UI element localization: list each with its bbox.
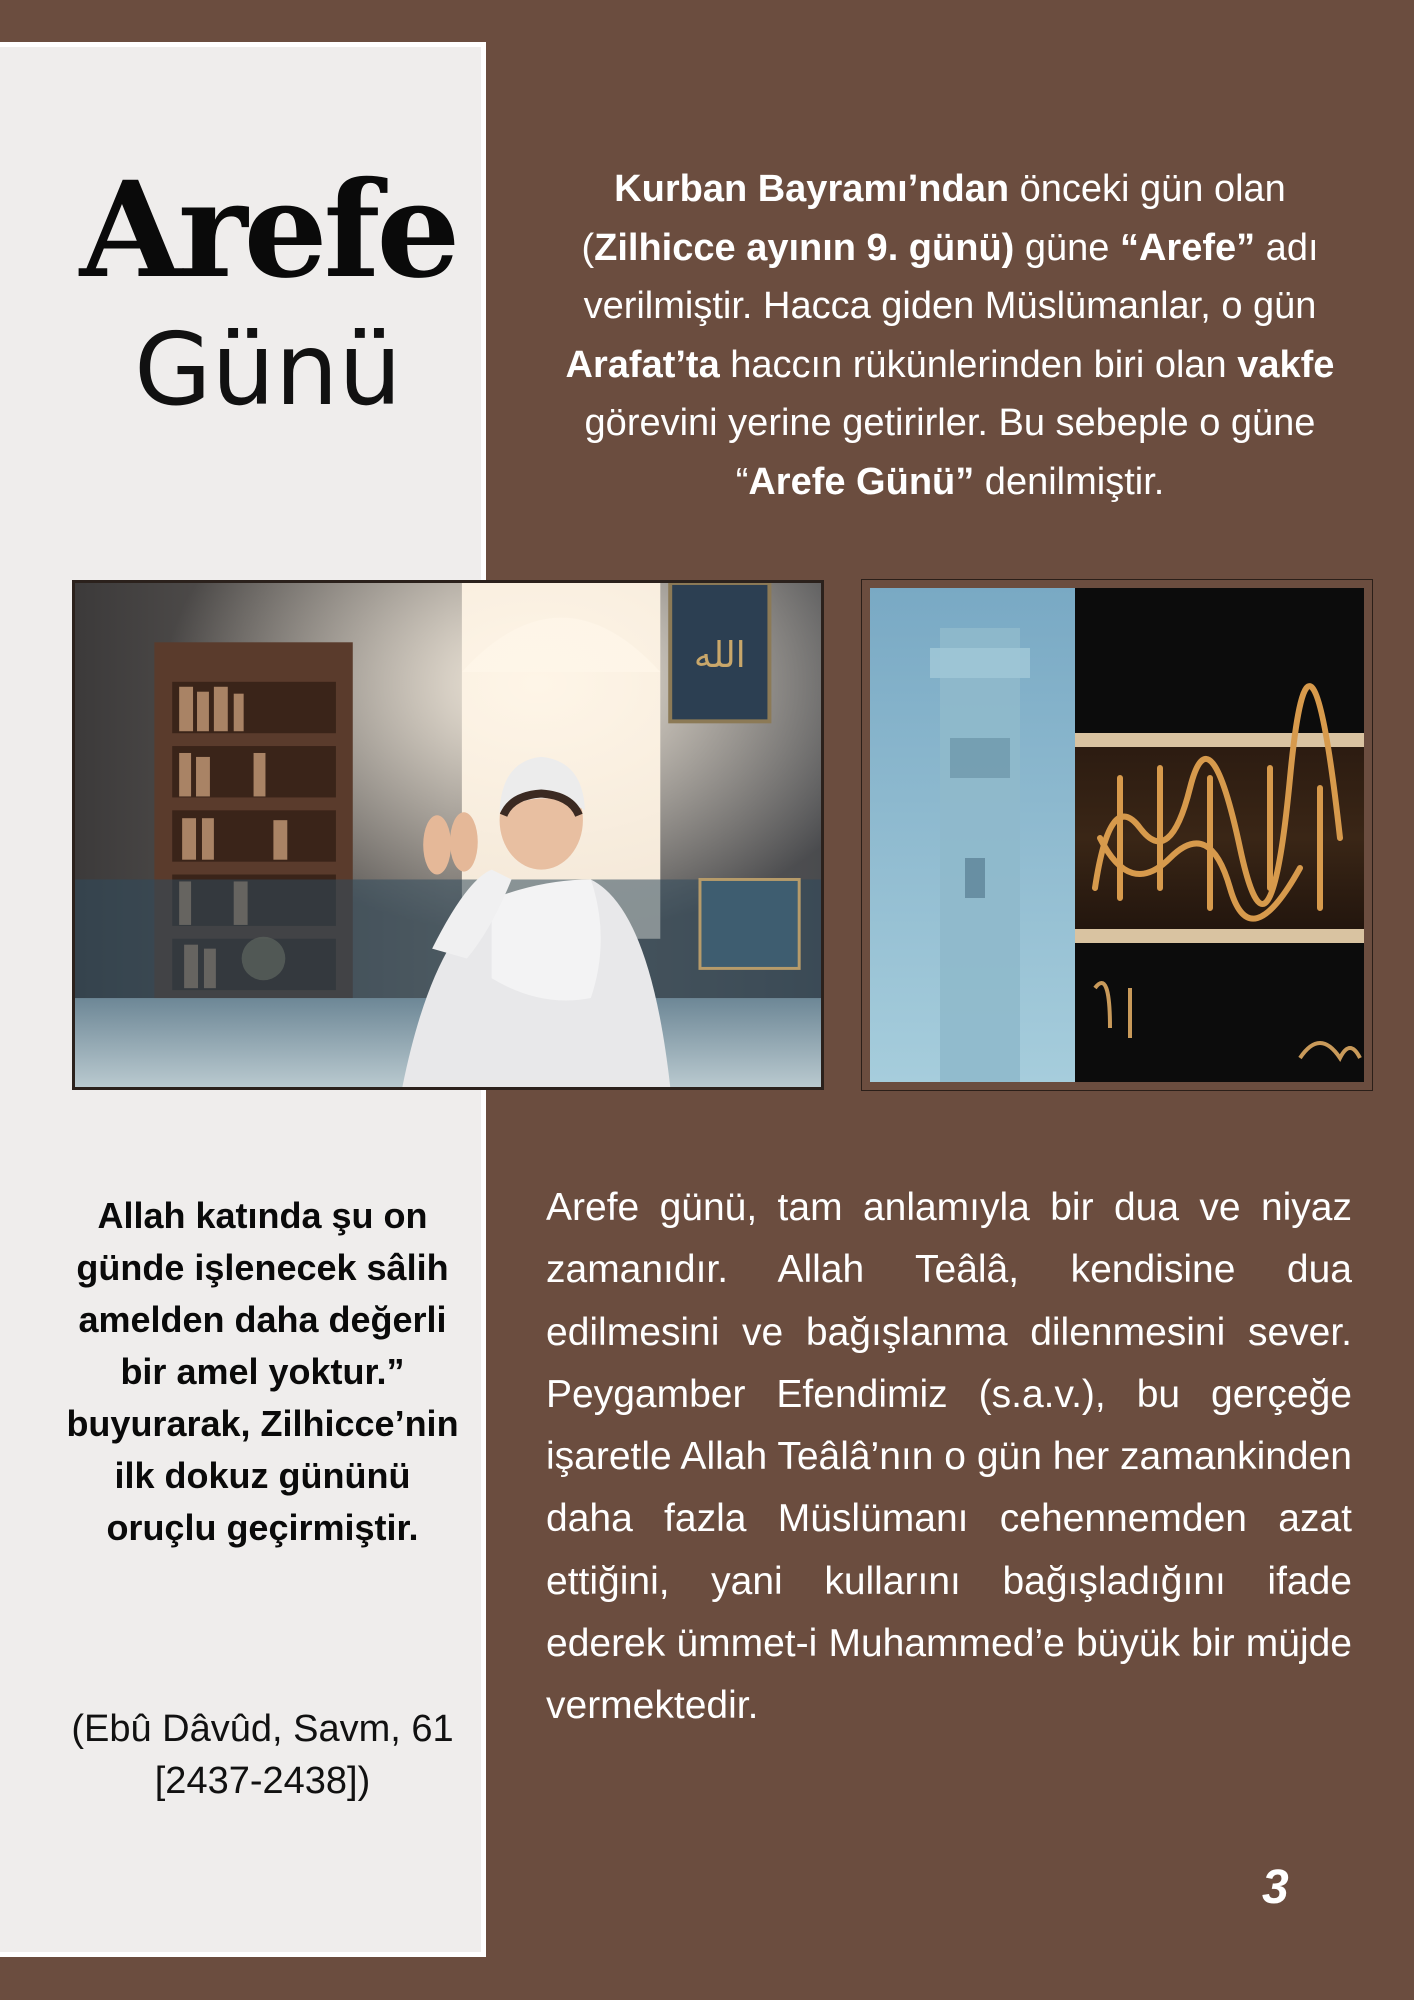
intro-paragraph: Kurban Bayramı’ndan önceki gün olan (Zilhicce ayının 9. günü) güne “Arefe” adı verilmiştir. Hacca giden Müslümanlar, o gün Arafat’ta haccın rükünlerinden biri olan vakfe görevini yerine getirirler. Bu sebeple o güne “Arefe Günü” denilmiştir. (565, 168, 1335, 503)
body-paragraph: Arefe günü, tam anlamıyla bir dua ve niyaz zamanıdır. Allah Teâlâ, kendisine dua edilmesini ve bağışlanma dilenmesini sever. Peygamber Efendimiz (s.a.v.), bu gerçeğe işaretle Allah Teâlâ’nın o gün her zamankinden daha fazla Müslümanı cehennemden azat ettiğini, yani kullarını bağışladığını ifade ederek ümmet-i Muhammed’e büyük bir müjde vermektedir. (546, 1186, 1352, 1728)
child-praying-photo (72, 580, 824, 1090)
hadith-citation: (Ebû Dâvûd, Savm, 61 [2437-2438]) (71, 1708, 454, 1802)
hadith-quote: Allah katında şu on günde işlenecek sâlih amelden daha değerli bir amel yoktur.” buyurarak, Zilhicce’nin ilk dokuz gününü oruçlu geçirmiştir. (66, 1195, 459, 1548)
kaaba-illustration (870, 588, 1364, 1082)
svg-text:الله: الله (693, 635, 746, 676)
kaaba-kiswah-photo (862, 580, 1372, 1090)
page-number: 3 (1262, 1861, 1289, 1914)
page-subtitle: Günü (134, 311, 402, 428)
child-praying-illustration (75, 583, 821, 1087)
page-title: Arefe (79, 153, 457, 308)
